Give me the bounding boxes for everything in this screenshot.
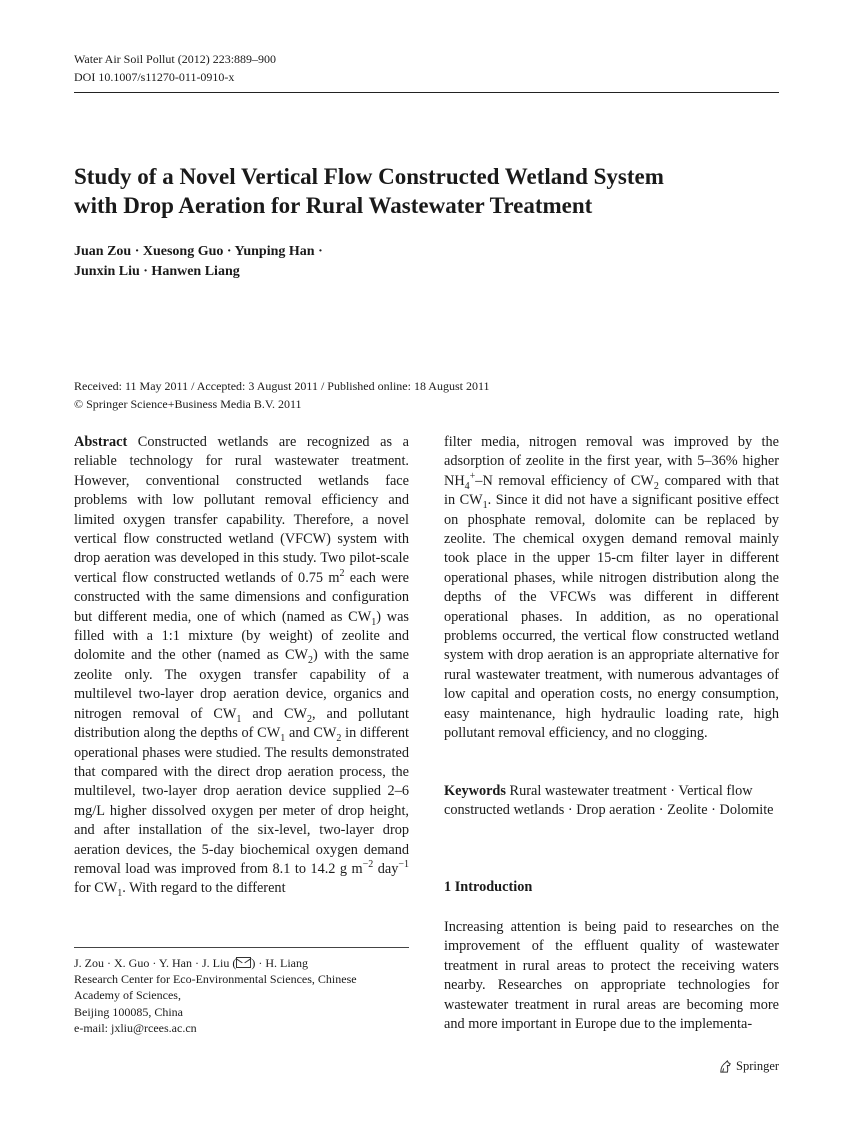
superscript: + <box>469 471 476 483</box>
author-affiliation-footnote <box>74 955 409 1036</box>
abstract-text: filter media, nitrogen removal was improved by the adsorption of zeolite in the first year, with 5–36% higher NH <box>444 434 779 489</box>
subscript: 1 <box>280 732 286 744</box>
footnote-rule <box>74 947 409 948</box>
superscript: −1 <box>398 859 409 871</box>
subscript: 1 <box>371 616 377 628</box>
received-line: Received: 11 May 2011 / Accepted: 3 August 2011 / Published online: 18 August 2011 <box>74 379 490 393</box>
abstract-text: ) with the same zeolite only. The oxygen transfer capability of a multilevel two-layer drop aeration device, organics and nitrogen removal of CW <box>74 647 409 722</box>
journal-header <box>74 50 276 86</box>
subscript: 1 <box>482 500 488 512</box>
abstract-text: compared with that in CW <box>444 472 779 509</box>
abstract-text: each were constructed with the same dimensions and configuration but different media, one of which (named as CW <box>74 569 409 625</box>
subscript: 1 <box>117 888 123 900</box>
subscript: 2 <box>306 713 312 725</box>
abstract-text: . With regard to the different <box>122 880 286 897</box>
abstract-text: Constructed wetlands are recognized as a reliable technology for rural wastewater treatment. However, conventional constructed wetlands face problems with low pollutant removal efficiency and limited oxygen transfer capability. Therefore, a novel vertical flow constructed wetland (VFCW) system with drop aeration was developed in this study. Two pilot-scale vertical flow constructed wetlands of 0.75 m <box>74 434 409 586</box>
article-title <box>74 162 779 220</box>
email-line: e-mail: jxliu@rcees.ac.cn <box>74 1020 197 1035</box>
superscript: 2 <box>339 568 345 580</box>
abstract-label: Abstract <box>74 434 128 450</box>
footnote-authors <box>74 955 409 971</box>
keywords-label: Keywords <box>444 783 506 799</box>
springer-horse-icon <box>718 1059 733 1074</box>
introduction-text: Increasing attention is being paid to researches on the improvement of the effluent quality of wastewater treatment in rural areas to protect the receiving waters nearby. Researches on appropriate technologies for wastewater treatment in rural areas are becoming more and more important in Europe due to the implementa- <box>444 919 779 1033</box>
abstract-right-column <box>444 433 779 744</box>
address-line: Beijing 100085, China <box>74 1004 183 1019</box>
footnote-authors-text: J. Zou · X. Guo · Y. Han · J. Liu ( <box>74 956 237 970</box>
subscript: 4 <box>464 480 470 492</box>
abstract-text: ) was filled with a 1:1 mixture (by weight) of zeolite and dolomite and the other (named as CW <box>74 608 409 664</box>
abstract-text: for CW <box>74 880 118 897</box>
title-line-1: Study of a Novel Vertical Flow Constructed Wetland System <box>74 164 664 189</box>
abstract-text: day <box>373 860 399 877</box>
authors-line-2: Junxin Liu · Hanwen Liang <box>74 264 240 279</box>
abstract-text: , and pollutant distribution along the depths of CW <box>74 705 409 742</box>
doi: DOI 10.1007/s11270-011-0910-x <box>74 70 235 84</box>
affiliation-line: Academy of Sciences, <box>74 988 181 1003</box>
subscript: 1 <box>236 713 242 725</box>
title-line-2: with Drop Aeration for Rural Wastewater Treatment <box>74 193 593 218</box>
keywords-text: Rural wastewater treatment · Vertical flow constructed wetlands · Drop aeration · Zeolite · Dolomite <box>444 783 774 819</box>
abstract-left-column <box>74 433 409 899</box>
abstract-text: and CW <box>241 705 307 722</box>
envelope-icon <box>236 957 251 968</box>
abstract-text: . Since it did not have a significant positive effect on phosphate removal, dolomite can be replaced by zeolite. The chemical oxygen demand removal mainly took place in the upper 15-cm filter layer in different operational phases, while nitrogen distribution along the depths of the VFCWs was different in different operational phases. In addition, as no operational problems occurred, the vertical flow constructed wetland system with drop aeration is an appropriate alternative for rural wastewater treatment, with numerous advantages of low capital and operation costs, no energy consumption, easy maintenance, high hydraulic loading rate, high pollutant removal efficiency, and no clogging. <box>444 492 779 742</box>
subscript: 2 <box>308 655 314 667</box>
header-rule <box>74 92 779 93</box>
superscript: −2 <box>362 859 374 871</box>
publisher-name: Springer <box>736 1059 780 1073</box>
publication-dates <box>74 377 490 413</box>
author-list <box>74 242 323 282</box>
authors-line-1: Juan Zou · Xuesong Guo · Yunping Han · <box>74 244 323 259</box>
section-heading-introduction: 1 Introduction <box>444 879 533 895</box>
subscript: 2 <box>653 480 659 492</box>
copyright-line: © Springer Science+Business Media B.V. 2011 <box>74 397 302 411</box>
keywords <box>444 782 779 821</box>
subscript: 2 <box>336 732 342 744</box>
abstract-text: and CW <box>285 725 337 742</box>
footnote-authors-text: ) · H. Liang <box>251 956 308 970</box>
abstract-text: in different operational phases were studied. The results demonstrated that compared with the direct drop aeration process, the multilevel, two-layer drop aeration device supplied 2–6 mg/L higher dissolved oxygen per meter of drop height, and after installation of the six-level, two-layer drop aeration devices, the 5-day biochemical oxygen demand removal load was improved from 8.1 to 14.2 g m <box>74 725 409 877</box>
springer-logo <box>718 1059 779 1074</box>
abstract-text: –N removal efficiency of CW <box>475 472 654 489</box>
journal-citation: Water Air Soil Pollut (2012) 223:889–900 <box>74 52 277 66</box>
affiliation-line: Research Center for Eco-Environmental Sciences, Chinese <box>74 972 357 987</box>
